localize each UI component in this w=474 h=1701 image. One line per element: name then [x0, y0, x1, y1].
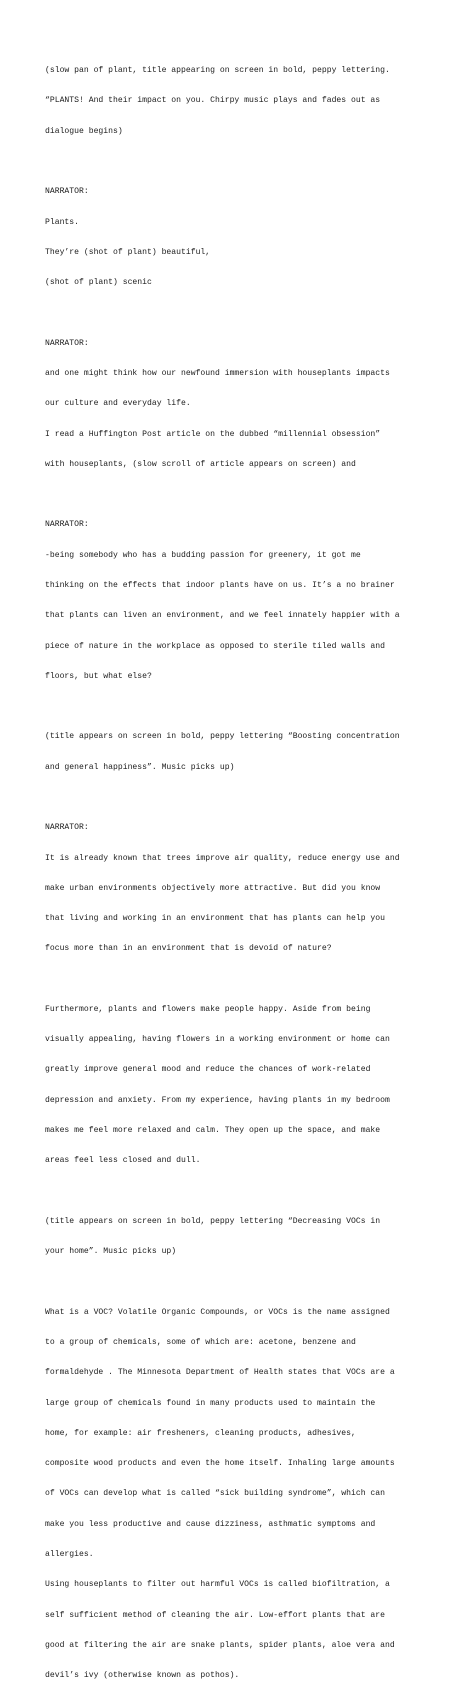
text-line: to a group of chemicals, some of which are: acetone, benzene and: [45, 1338, 356, 1347]
text-line: formaldehyde . The Minnesota Department of Health states that VOCs are a: [45, 1368, 395, 1378]
paragraph-stage-direction-concentration: [45, 712, 454, 793]
paragraph-narrator-immersion: [45, 319, 454, 491]
text-line: areas feel less closed and dull.: [45, 1156, 201, 1166]
text-line: composite wood products and even the home itself. Inhaling large amounts: [45, 1459, 395, 1469]
text-line: “PLANTS! And their impact on you. Chirpy music plays and fades out as: [45, 96, 381, 106]
text-line: (title appears on screen in bold, peppy lettering “Boosting concentration: [45, 732, 400, 742]
text-line: good at filtering the air are snake plants, spider plants, aloe vera and: [45, 1640, 395, 1650]
text-line: allergies.: [45, 1549, 94, 1559]
text-line: make urban environments objectively more attractive. But did you know: [45, 883, 381, 893]
text-line: depression and anxiety. From my experience, having plants in my bedroom: [45, 1095, 390, 1105]
text-line: greatly improve general mood and reduce the chances of work-related: [45, 1065, 371, 1075]
text-line: self sufficient method of cleaning the air. Low-effort plants that are: [45, 1610, 385, 1620]
paragraph-voc-explanation: [45, 1288, 454, 1701]
speaker-label: NARRATOR:: [45, 823, 89, 833]
text-line: visually appealing, having flowers in a working environment or home can: [45, 1035, 390, 1045]
text-line: makes me feel more relaxed and calm. They open up the space, and make: [45, 1126, 381, 1136]
text-line: floors, but what else?: [45, 671, 152, 681]
text-line: It is already known that trees improve air quality, reduce energy use and: [45, 853, 400, 863]
text-line: devil’s ivy (otherwise known as pothos).: [45, 1671, 240, 1681]
paragraph-narrator-plants: [45, 167, 454, 308]
speaker-label: NARRATOR:: [45, 187, 89, 197]
text-line: dialogue begins): [45, 126, 123, 136]
text-line: your home”. Music picks up): [45, 1247, 177, 1257]
text-line: with houseplants, (slow scroll of article appears on screen) and: [45, 459, 356, 469]
text-line: (slow pan of plant, title appearing on screen in bold, peppy lettering.: [45, 66, 390, 76]
text-line: I read a Huffington Post article on the dubbed “millennial obsession”: [45, 429, 381, 439]
paragraph-stage-direction-vocs: [45, 1197, 454, 1278]
paragraph-narrator-air-quality: [45, 803, 454, 975]
text-line: Furthermore, plants and flowers make people happy. Aside from being: [45, 1004, 371, 1014]
text-line: Using houseplants to filter out harmful VOCs is called biofiltration, a: [45, 1580, 390, 1590]
text-line: our culture and everyday life.: [45, 399, 191, 409]
text-line: large group of chemicals found in many products used to maintain the: [45, 1398, 376, 1408]
text-line: piece of nature in the workplace as opposed to sterile tiled walls and: [45, 641, 385, 651]
text-line: (shot of plant) scenic: [45, 278, 152, 288]
text-line: -being somebody who has a budding passion for greenery, it got me: [45, 550, 361, 560]
paragraph-happiness: [45, 985, 454, 1187]
text-line: focus more than in an environment that is devoid of nature?: [45, 944, 332, 954]
text-line: They’re (shot of plant) beautiful,: [45, 247, 211, 257]
text-line: of VOCs can develop what is called “sick building syndrome”, which can: [45, 1489, 385, 1499]
text-line: home, for example: air fresheners, cleaning products, adhesives,: [45, 1428, 356, 1438]
text-line: (title appears on screen in bold, peppy lettering “Decreasing VOCs in: [45, 1216, 381, 1226]
text-line: and general happiness”. Music picks up): [45, 762, 235, 772]
speaker-label: NARRATOR:: [45, 338, 89, 348]
paragraph-stage-direction-intro: [45, 46, 454, 157]
speaker-label: NARRATOR:: [45, 520, 89, 530]
text-line: What is a VOC? Volatile Organic Compounds, or VOCs is the name assigned: [45, 1307, 390, 1317]
text-line: Plants.: [45, 217, 79, 227]
paragraph-narrator-greenery: [45, 500, 454, 702]
text-line: thinking on the effects that indoor plants have on us. It’s a no brainer: [45, 580, 395, 590]
text-line: that living and working in an environment that has plants can help you: [45, 914, 385, 924]
text-line: that plants can liven an environment, and we feel innately happier with a: [45, 611, 400, 621]
text-line: and one might think how our newfound immersion with houseplants impacts: [45, 369, 390, 378]
text-line: make you less productive and cause dizziness, asthmatic symptoms and: [45, 1519, 376, 1529]
